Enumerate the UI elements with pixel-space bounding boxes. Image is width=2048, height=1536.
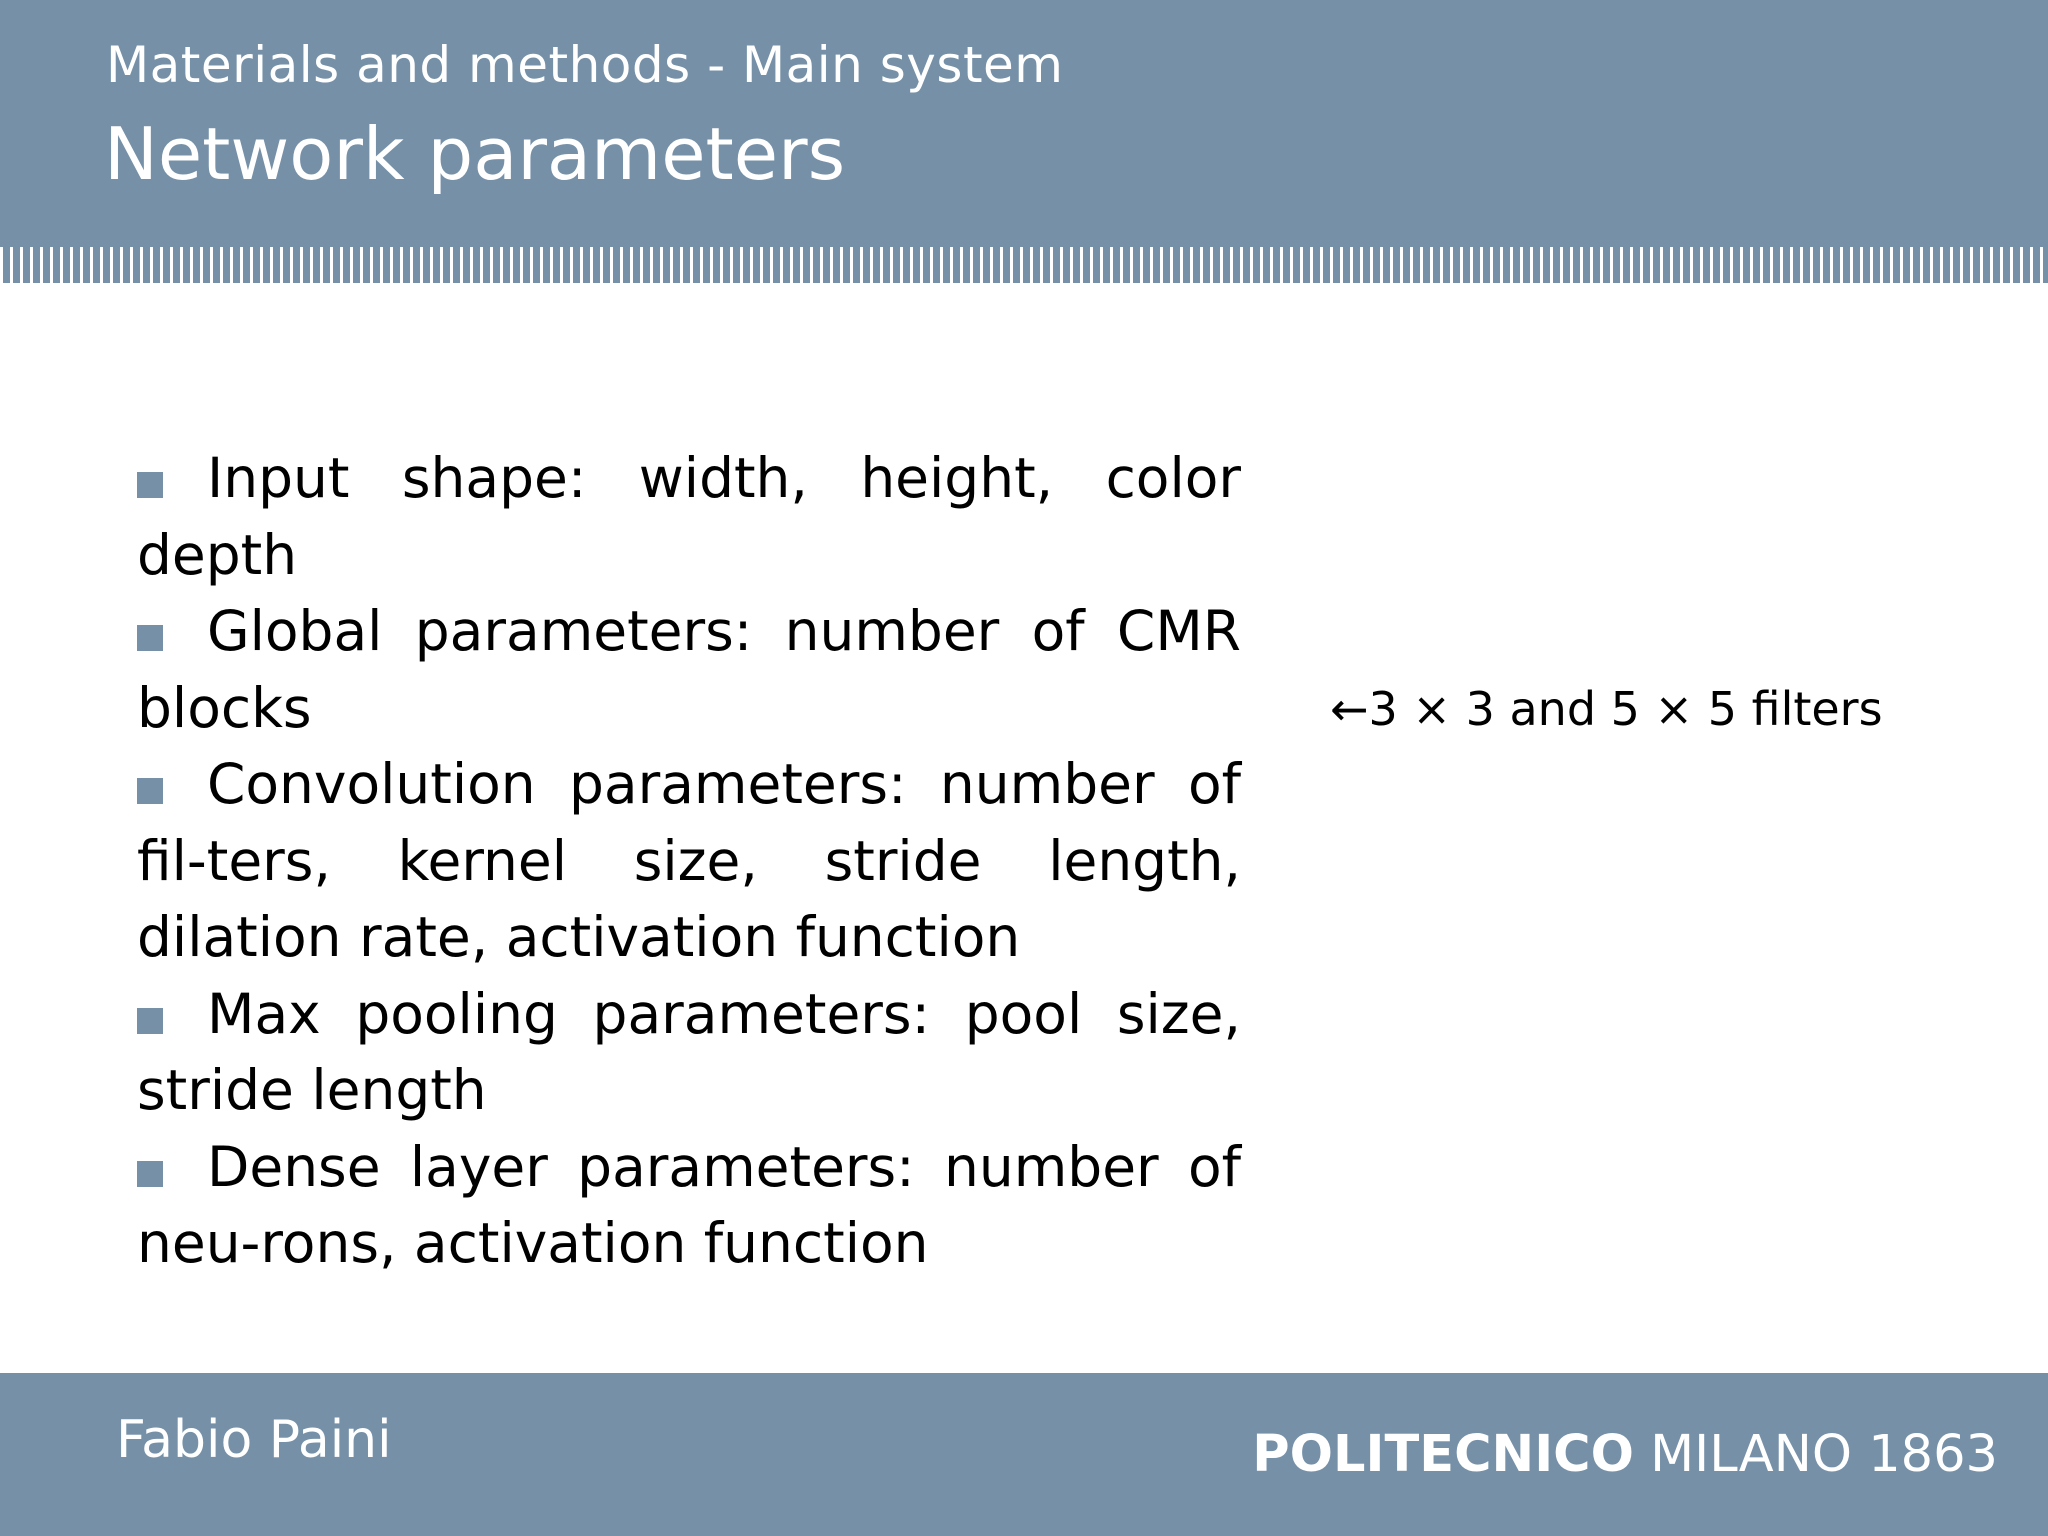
brand-bold-text: POLITECNICO bbox=[1252, 1425, 1634, 1484]
author-name: Fabio Paini bbox=[116, 1410, 392, 1470]
bullet-text: Convolution parameters: number of fil-ters, kernel size, stride length, dilation rate, activation function bbox=[137, 752, 1241, 969]
slide-footer bbox=[0, 1373, 2048, 1536]
bullet-text: Input shape: width, height, color depth bbox=[137, 446, 1241, 587]
bullet-text: Global parameters: number of CMR blocks bbox=[137, 599, 1241, 740]
bullet-item-max-pooling-parameters bbox=[137, 976, 1241, 1129]
square-bullet-icon bbox=[137, 1008, 163, 1034]
university-logo-text bbox=[1252, 1425, 1998, 1484]
bullet-text: Max pooling parameters: pool size, stride length bbox=[137, 981, 1241, 1122]
bullet-item-dense-layer-parameters bbox=[137, 1129, 1241, 1282]
bullet-text: Dense layer parameters: number of neu-rons, activation function bbox=[137, 1134, 1241, 1275]
section-title: Materials and methods - Main system bbox=[106, 36, 1064, 94]
filters-annotation: ←3 × 3 and 5 × 5 filters bbox=[1330, 682, 1883, 736]
bullet-list bbox=[137, 440, 1241, 1282]
square-bullet-icon bbox=[137, 778, 163, 804]
bullet-item-convolution-parameters bbox=[137, 746, 1241, 976]
bullet-item-global-parameters bbox=[137, 593, 1241, 746]
square-bullet-icon bbox=[137, 1161, 163, 1187]
square-bullet-icon bbox=[137, 625, 163, 651]
header-tick-strip bbox=[0, 247, 2048, 283]
slide-title: Network parameters bbox=[104, 112, 846, 196]
slide-header bbox=[0, 0, 2048, 283]
square-bullet-icon bbox=[137, 472, 163, 498]
bullet-item-input-shape bbox=[137, 440, 1241, 593]
brand-regular-text: MILANO 1863 bbox=[1633, 1425, 1998, 1484]
